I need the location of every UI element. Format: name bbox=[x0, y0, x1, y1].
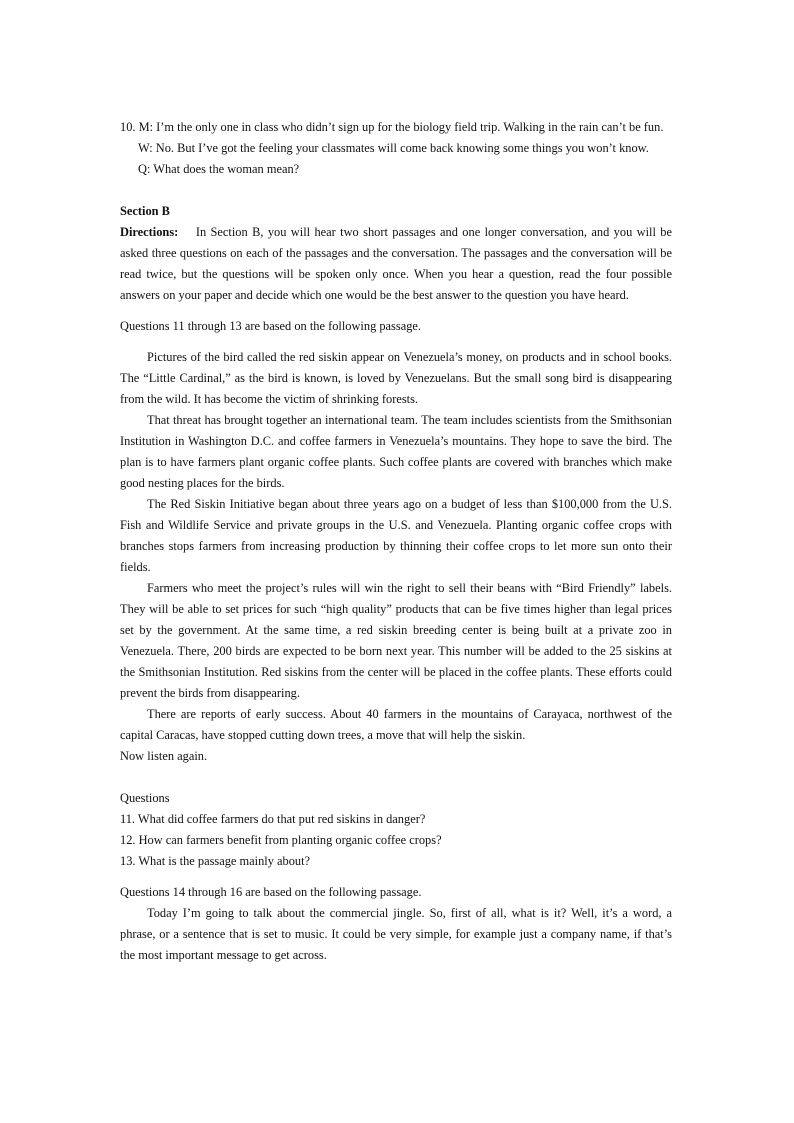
spacer bbox=[120, 306, 672, 316]
document-content bbox=[120, 117, 672, 966]
listen-again-line: Now listen again. bbox=[120, 749, 208, 763]
passage1-intro: Questions 11 through 13 are based on the following passage. bbox=[120, 319, 421, 333]
section-b-heading: Section B bbox=[120, 204, 170, 218]
question-13: 13. What is the passage mainly about? bbox=[120, 854, 311, 868]
q10-question-line: Q: What does the woman mean? bbox=[138, 162, 300, 176]
spacer bbox=[120, 180, 672, 201]
questions-heading: Questions bbox=[120, 791, 170, 805]
passage2-intro: Questions 14 through 16 are based on the following passage. bbox=[120, 885, 422, 899]
question-11: 11. What did coffee farmers do that put red siskins in danger? bbox=[120, 812, 426, 826]
passage1-paragraph-5: There are reports of early success. About 40 farmers in the mountains of Carayaca, northwest of the capital Caracas, have stopped cutting down trees, a move that will help the siskin. bbox=[120, 707, 672, 742]
question-12: 12. How can farmers benefit from planting organic coffee crops? bbox=[120, 833, 442, 847]
spacer bbox=[120, 767, 672, 788]
passage2-paragraph-1: Today I’m going to talk about the commercial jingle. So, first of all, what is it? Well, it’s a word, a phrase, or a sentence that is set to music. It could be very simple, for example just a company name, if that’s the most important message to get across. bbox=[120, 906, 672, 962]
q10-man-line: 10. M: I’m the only one in class who didn’t sign up for the biology field trip. Walking in the rain can’t be fun. bbox=[120, 120, 664, 134]
directions-text: In Section B, you will hear two short passages and one longer conversation, and you will be asked three questions on each of the passages and the conversation. The passages and the conversation will be read twice, but the questions will be spoken only once. When you hear a question, read the four possible answers on your paper and decide which one would be the best answer to the question you have heard. bbox=[120, 225, 673, 302]
passage1-paragraph-2: That threat has brought together an international team. The team includes scientists from the Smithsonian Institution in Washington D.C. and coffee farmers in Venezuela’s mountains. They hope to save the bird. The plan is to have farmers plant organic coffee plants. Such coffee plants are covered with branches which make good nesting places for the birds. bbox=[120, 413, 672, 490]
directions-paragraph bbox=[120, 222, 672, 306]
passage1-paragraph-4: Farmers who meet the project’s rules will win the right to sell their beans with “Bird Friendly” labels. They will be able to set prices for such “high quality” products that can be five times higher than legal prices set by the government. At the same time, a red siskin breeding center is being built at a private zoo in Venezuela. There, 200 birds are expected to be born next year. This number will be added to the 25 siskins at the Smithsonian Institution. Red siskins from the center will be placed in the coffee plants. These efforts could prevent the birds from disappearing. bbox=[120, 581, 672, 700]
directions-label: Directions: bbox=[120, 225, 179, 239]
passage1-paragraph-1: Pictures of the bird called the red siskin appear on Venezuela’s money, on products and in school books. The “Little Cardinal,” as the bird is known, is loved by Venezuelans. But the small song bird is disappearing from the wild. It has become the victim of shrinking forests. bbox=[120, 350, 672, 406]
passage1-paragraph-3: The Red Siskin Initiative began about three years ago on a budget of less than $100,000 from the U.S. Fish and Wildlife Service and private groups in the U.S. and Venezuela. Planting organic coffee crops with branches stops farmers from increasing production by thinning their coffee crops to let more sun onto their fields. bbox=[120, 497, 672, 574]
spacer bbox=[120, 872, 672, 882]
spacer bbox=[120, 337, 672, 347]
q10-woman-line: W: No. But I’ve got the feeling your classmates will come back knowing some things you won’t know. bbox=[138, 141, 649, 155]
